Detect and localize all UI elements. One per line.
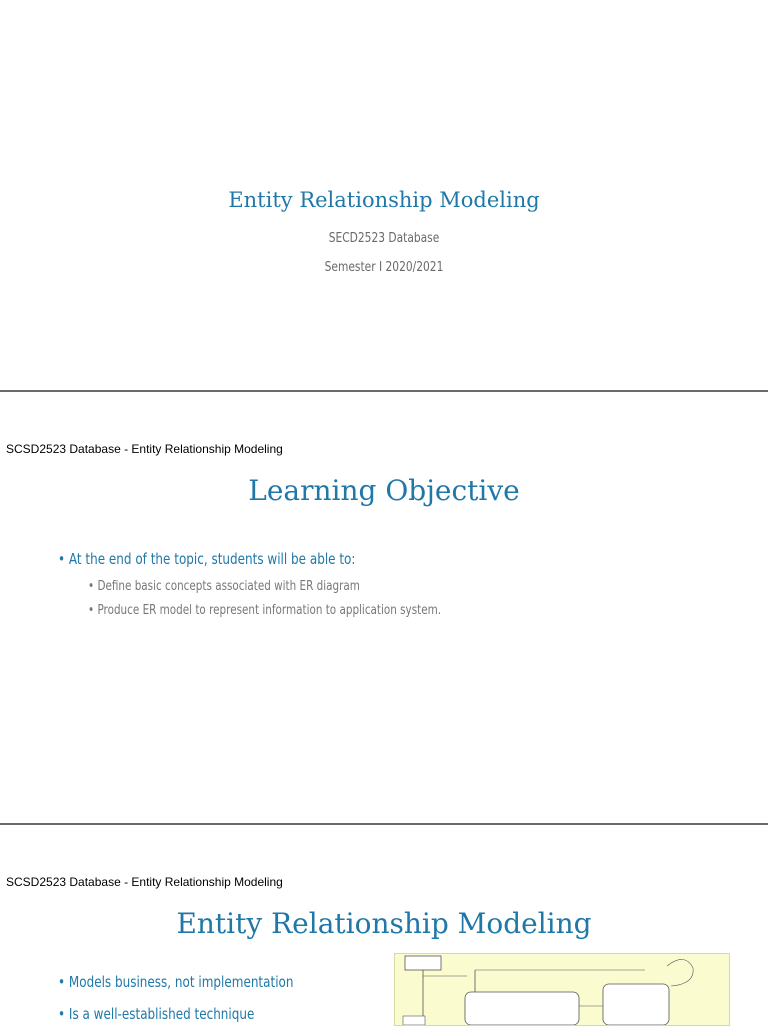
course-header: SCSD2523 Database - Entity Relationship Modeling xyxy=(6,442,283,456)
bullet-text: Models business, not implementation xyxy=(68,973,294,991)
course-code: SECD2523 Database xyxy=(328,231,440,246)
course-header: SCSD2523 Database - Entity Relationship Modeling xyxy=(6,875,283,889)
sub-bullet-text: Define basic concepts associated with ER diagram xyxy=(97,579,360,594)
bullet: • Is a well-established technique xyxy=(58,1005,255,1023)
slide-title: Entity Relationship Modeling xyxy=(176,907,592,940)
sub-bullet: • Define basic concepts associated with ER diagram xyxy=(88,579,360,594)
bullet: • Models business, not implementation xyxy=(58,973,294,991)
semester: Semester I 2020/2021 xyxy=(324,260,444,275)
slide-title: Learning Objective xyxy=(248,474,520,507)
slide-2 xyxy=(0,392,768,822)
bullet-text: At the end of the topic, students will be able to: xyxy=(68,550,356,568)
slide-1 xyxy=(0,0,768,390)
er-diagram-drawing xyxy=(395,954,729,1025)
bullet-text: Is a well-established technique xyxy=(68,1005,255,1023)
slide-3 xyxy=(0,825,768,1024)
slide-title: Entity Relationship Modeling xyxy=(228,188,540,212)
sub-bullet: • Produce ER model to represent information to application system. xyxy=(88,603,442,618)
sub-bullet-text: Produce ER model to represent information to application system. xyxy=(97,603,442,618)
bullet: • At the end of the topic, students will be able to: xyxy=(58,550,356,568)
er-diagram-image xyxy=(394,953,730,1026)
